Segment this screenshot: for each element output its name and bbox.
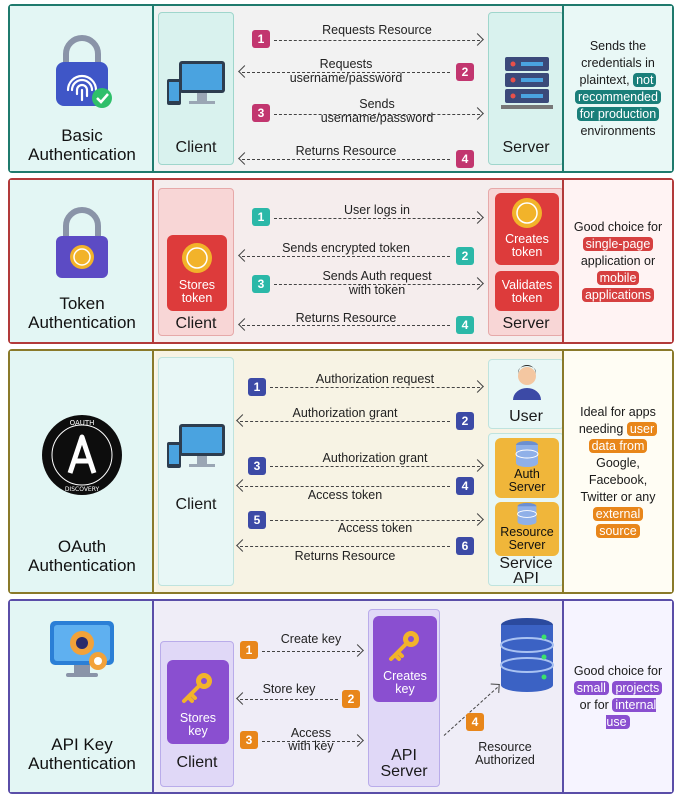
api-step-2-arrow: [240, 699, 338, 700]
token-client-node: [158, 188, 234, 336]
creates-key-label: Creates key: [383, 669, 427, 696]
token-step-2-label: Sends encrypted token: [282, 241, 410, 255]
key-icon-server: [385, 626, 425, 666]
oauth-user-label: User: [509, 408, 543, 425]
token-title-line1: Token: [59, 294, 105, 313]
token-step-4-label: Returns Resource: [295, 311, 397, 325]
database-icon-resource: [513, 502, 541, 526]
oauth-label-box: [10, 351, 154, 592]
fingerprint-lock-icon: [50, 34, 114, 110]
oauth-description: [562, 351, 672, 592]
token-step-1-arrow: [274, 218, 480, 219]
basic-client-node: [158, 12, 234, 165]
api-desc-highlight-2: projects: [612, 681, 662, 695]
api-key-title-line2: Authentication: [28, 754, 136, 773]
api-desc-text-1: Good choice for: [573, 663, 663, 678]
basic-step-4-arrow: [242, 159, 450, 160]
database-icon-auth: [513, 440, 541, 468]
basic-desc-highlight-3: for production: [577, 107, 659, 121]
api-step-1-label: Create key: [280, 632, 342, 646]
basic-desc-text-1: Sends the credentials in plaintext,: [579, 38, 655, 87]
api-key-flow: [156, 601, 562, 792]
oauth-step-3-badge: 3: [248, 457, 266, 475]
stores-key-label: Stores key: [179, 711, 217, 738]
token-step-3-badge: 3: [252, 275, 270, 293]
oauth-step-2-badge: 2: [456, 412, 474, 430]
basic-client-label: Client: [175, 139, 217, 156]
oauth-step-2-arrow: [240, 421, 450, 422]
token-step-4-arrow: [242, 325, 450, 326]
token-description: [562, 180, 672, 342]
token-server-node: [488, 188, 564, 336]
stores-key-box: [167, 660, 229, 744]
oauth-step-1-arrow: [270, 387, 480, 388]
creates-key-box: [373, 616, 437, 702]
basic-title-line1: Basic: [61, 126, 103, 145]
token-step-4-badge: 4: [456, 316, 474, 334]
service-api-node: [488, 433, 564, 586]
computer-icon: [165, 57, 229, 113]
oauth-flow: [156, 351, 562, 592]
token-step-3-label-1: Sends Auth request: [322, 269, 432, 283]
coin-icon: [180, 241, 214, 275]
basic-step-2-badge: 2: [456, 63, 474, 81]
oauth-desc-text-1: Ideal for apps needing: [578, 404, 656, 436]
basic-server-label: Server: [502, 139, 550, 156]
stores-token-label: Stores token: [178, 278, 216, 305]
stores-token-box: [167, 235, 227, 311]
oauth-logo-icon: [40, 413, 124, 497]
token-step-3-label-2: with token: [348, 283, 406, 297]
basic-server-node: [488, 12, 564, 165]
basic-title-line2: Authentication: [28, 145, 136, 164]
token-auth-panel: [8, 178, 674, 344]
basic-step-3-label-2: username/password: [320, 111, 434, 125]
validates-token-label: Validates token: [501, 278, 553, 305]
basic-auth-panel: [8, 4, 674, 173]
api-server-label-line2: Server: [380, 763, 428, 780]
auth-server-box: [495, 438, 559, 498]
api-client-label: Client: [176, 754, 218, 771]
oauth-step-6-arrow: [240, 546, 450, 547]
basic-desc-highlight-2: recommended: [575, 90, 661, 104]
server-rack-icon: [499, 53, 555, 113]
api-step-3-badge: 3: [240, 731, 258, 749]
token-desc-highlight-2: mobile: [597, 271, 640, 285]
token-desc-highlight-3: applications: [582, 288, 654, 302]
oauth-panel: [8, 349, 674, 594]
oauth-logo-bottom-text: DISCOVERY: [64, 486, 100, 493]
resource-server-box: [495, 502, 559, 556]
api-client-node: [160, 641, 234, 787]
coin-icon-server: [510, 196, 544, 230]
api-key-title-line1: API Key: [51, 735, 113, 754]
oauth-desc-highlight-2: data from: [589, 439, 648, 453]
api-step-1-badge: 1: [240, 641, 258, 659]
basic-step-2-label-2: username/password: [289, 71, 403, 85]
oauth-desc-text-2: Google, Facebook, Twitter or any: [580, 455, 656, 504]
api-key-panel: [8, 599, 674, 794]
api-server-node: [368, 609, 440, 787]
oauth-step-2-label: Authorization grant: [292, 406, 398, 420]
token-title-line2: Authentication: [28, 313, 136, 332]
api-step-3-label-1: Access: [290, 726, 332, 740]
oauth-client-label: Client: [175, 496, 217, 513]
api-step-1-arrow: [262, 651, 360, 652]
database-icon-resource: [498, 617, 556, 693]
basic-desc-highlight-1: not: [633, 73, 656, 87]
api-step-2-badge: 2: [342, 690, 360, 708]
basic-step-1-arrow: [274, 40, 480, 41]
basic-step-4-label: Returns Resource: [295, 144, 397, 158]
basic-step-1-label: Requests Resource: [322, 23, 432, 37]
computer-icon-oauth: [165, 420, 229, 476]
api-step-2-label: Store key: [262, 682, 316, 696]
user-icon: [511, 364, 543, 400]
resource-server-label: Resource Server: [500, 525, 554, 552]
basic-step-1-badge: 1: [252, 30, 270, 48]
oauth-desc-highlight-1: user: [627, 422, 657, 436]
oauth-step-4-arrow: [240, 486, 450, 487]
api-desc-text-2: or for: [579, 697, 609, 712]
api-step-4-badge: 4: [466, 713, 484, 731]
api-monitor-icon: [46, 615, 118, 687]
oauth-desc-highlight-4: source: [596, 524, 640, 538]
auth-server-label: Auth Server: [508, 467, 546, 494]
oauth-title-line1: OAuth: [57, 537, 107, 556]
basic-auth-label-box: [10, 6, 154, 171]
creates-token-box: [495, 193, 559, 265]
basic-flow: [156, 6, 562, 171]
key-icon-client: [178, 668, 218, 708]
oauth-step-3-label: Authorization grant: [322, 451, 428, 465]
oauth-desc-highlight-3: external: [593, 507, 643, 521]
service-api-label: Service API: [499, 555, 553, 587]
basic-step-2-label-1: Requests: [319, 57, 373, 71]
token-client-label: Client: [175, 315, 217, 332]
oauth-client-node: [158, 357, 234, 586]
api-step-4-label-1: Resource: [478, 740, 532, 754]
oauth-step-1-badge: 1: [248, 378, 266, 396]
oauth-step-1-label: Authorization request: [315, 372, 435, 386]
oauth-step-6-badge: 6: [456, 537, 474, 555]
oauth-step-5-label: Access token: [337, 521, 413, 535]
token-flow: [156, 180, 562, 342]
api-step-3-label-2: with key: [288, 739, 334, 753]
token-desc-highlight-1: single-page: [583, 237, 654, 251]
basic-step-4-badge: 4: [456, 150, 474, 168]
api-key-label-box: [10, 601, 154, 792]
validates-token-box: [495, 271, 559, 311]
oauth-step-3-arrow: [270, 466, 480, 467]
token-step-1-badge: 1: [252, 208, 270, 226]
api-key-description: [562, 601, 672, 792]
oauth-step-6-label: Returns Resource: [294, 549, 396, 563]
token-desc-text-2: application or: [580, 253, 656, 268]
padlock-icon: [52, 206, 112, 282]
token-desc-text-1: Good choice for: [573, 219, 663, 234]
oauth-logo-top-text: OAUTH: [69, 419, 95, 427]
basic-step-3-label-1: Sends: [359, 97, 395, 111]
basic-description: [562, 6, 672, 171]
token-step-2-badge: 2: [456, 247, 474, 265]
api-server-label-line1: API: [391, 747, 417, 764]
oauth-user-node: [488, 359, 564, 429]
token-step-2-arrow: [242, 256, 450, 257]
basic-step-3-badge: 3: [252, 104, 270, 122]
basic-desc-text-2: environments: [580, 123, 656, 138]
creates-token-label: Creates token: [505, 232, 549, 259]
token-server-label: Server: [502, 315, 550, 332]
oauth-step-4-label: Access token: [307, 488, 383, 502]
api-desc-highlight-3: internal use: [606, 697, 657, 729]
token-auth-label-box: [10, 180, 154, 342]
token-step-1-label: User logs in: [344, 203, 410, 217]
oauth-step-4-badge: 4: [456, 477, 474, 495]
oauth-step-5-badge: 5: [248, 511, 266, 529]
oauth-title-line2: Authentication: [28, 556, 136, 575]
api-desc-highlight-1: small: [574, 681, 609, 695]
api-step-4-label-2: Authorized: [475, 753, 535, 767]
